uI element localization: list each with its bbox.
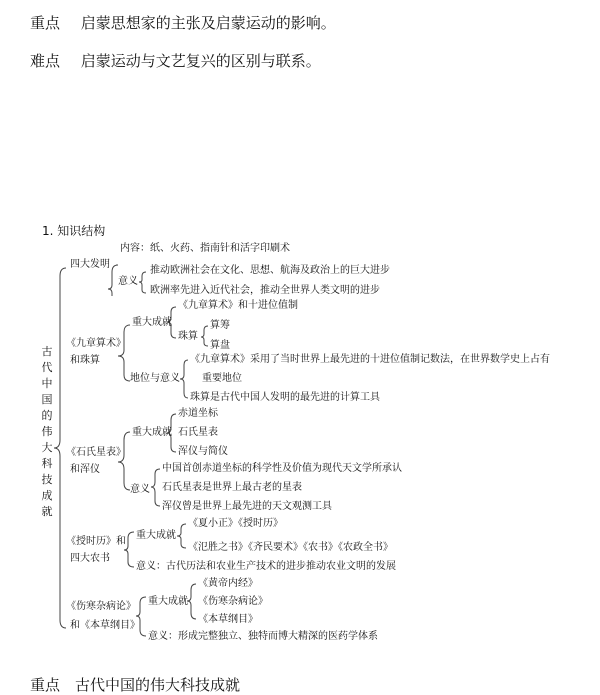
- med-meaning: 意义：形成完整独立、独特而博大精深的医药学体系: [148, 631, 378, 642]
- inventions-meaning-label: 意义: [118, 276, 138, 287]
- astro-meaning-3: 浑仪曾是世界上最先进的天文观测工具: [162, 501, 332, 512]
- root-char: 技: [41, 473, 53, 486]
- med-achievement-1: 《黄帝内经》: [198, 578, 258, 589]
- agri-achievement-1: 《夏小正》《授时历》: [188, 518, 283, 529]
- agri-achievement-label: 重大成就: [136, 530, 176, 541]
- root-vertical-title: [40, 344, 54, 520]
- agri-label-1: 《授时历》和: [66, 536, 126, 547]
- math-label-1: 《九章算术》: [66, 338, 126, 349]
- math-achievement-label: 重大成就: [132, 317, 172, 328]
- difficult-point-label: 难点: [30, 52, 61, 70]
- astro-achievement-3: 浑仪与简仪: [178, 446, 228, 457]
- med-achievement-3: 《本草纲目》: [198, 614, 258, 625]
- root-char: 代: [41, 361, 53, 374]
- astro-achievement-label: 重大成就: [132, 427, 172, 438]
- inventions-label: 四大发明: [70, 259, 110, 270]
- key-point-text: 启蒙思想家的主张及启蒙运动的影响。: [80, 14, 336, 32]
- math-achievement-1: 《九章算术》和十进位值制: [178, 300, 298, 311]
- astro-achievement-2: 石氏星表: [178, 427, 218, 438]
- root-char: 科: [41, 457, 53, 470]
- root-char: 的: [41, 409, 53, 422]
- med-achievement-label: 重大成就: [148, 596, 188, 607]
- difficult-point-text: 启蒙运动与文艺复兴的区别与联系。: [80, 52, 321, 70]
- root-char: 大: [41, 441, 53, 454]
- astro-meaning-label: 意义: [130, 484, 150, 495]
- math-label-2: 和珠算: [70, 355, 100, 366]
- root-char: 成: [41, 489, 53, 502]
- med-achievement-2: 《伤寒杂病论》: [198, 596, 268, 607]
- root-char: 中: [41, 377, 53, 390]
- astro-meaning-1: 中国首创赤道坐标的科学性及价值为现代天文学所承认: [162, 463, 402, 474]
- abacus-item-2: 算盘: [210, 340, 230, 351]
- root-char: 古: [41, 345, 53, 358]
- abacus-label: 珠算: [178, 331, 198, 342]
- root-char: 就: [41, 505, 53, 518]
- next-key-point-heading: 重点 古代中国的伟大科技成就: [30, 676, 241, 694]
- astro-meaning-2: 石氏星表是世界上最古老的星表: [162, 482, 302, 493]
- math-position-label: 地位与意义: [130, 373, 180, 384]
- astro-achievement-1: 赤道坐标: [178, 408, 218, 419]
- inventions-content: 内容：纸、火药、指南针和活字印刷术: [120, 243, 290, 254]
- math-position-2: 重要地位: [202, 373, 242, 384]
- section-title: 1. 知识结构: [42, 224, 106, 238]
- inventions-meaning-1: 推动欧洲社会在文化、思想、航海及政治上的巨大进步: [150, 265, 390, 276]
- agri-achievement-2: 《氾胜之书》《齐民要术》《农书》《农政全书》: [188, 542, 393, 553]
- agri-label-2: 四大农书: [70, 553, 110, 564]
- med-label-2: 和《本草纲目》: [70, 620, 140, 631]
- root-char: 伟: [41, 425, 53, 438]
- agri-meaning: 意义：古代历法和农业生产技术的进步推动农业文明的发展: [136, 561, 396, 572]
- abacus-item-1: 算筹: [210, 320, 230, 331]
- med-label-1: 《伤寒杂病论》: [66, 601, 136, 612]
- astro-label-2: 和浑仪: [70, 464, 100, 475]
- math-position-1: 《九章算术》采用了当时世界上最先进的十进位值制记数法，在世界数学史上占有: [190, 354, 550, 365]
- key-point-label: 重点: [30, 14, 61, 32]
- math-position-3: 珠算是古代中国人发明的最先进的计算工具: [190, 392, 380, 403]
- root-char: 国: [41, 393, 53, 406]
- astro-label-1: 《石氏星表》: [66, 447, 126, 458]
- inventions-meaning-2: 欧洲率先进入近代社会，推动全世界人类文明的进步: [150, 285, 380, 296]
